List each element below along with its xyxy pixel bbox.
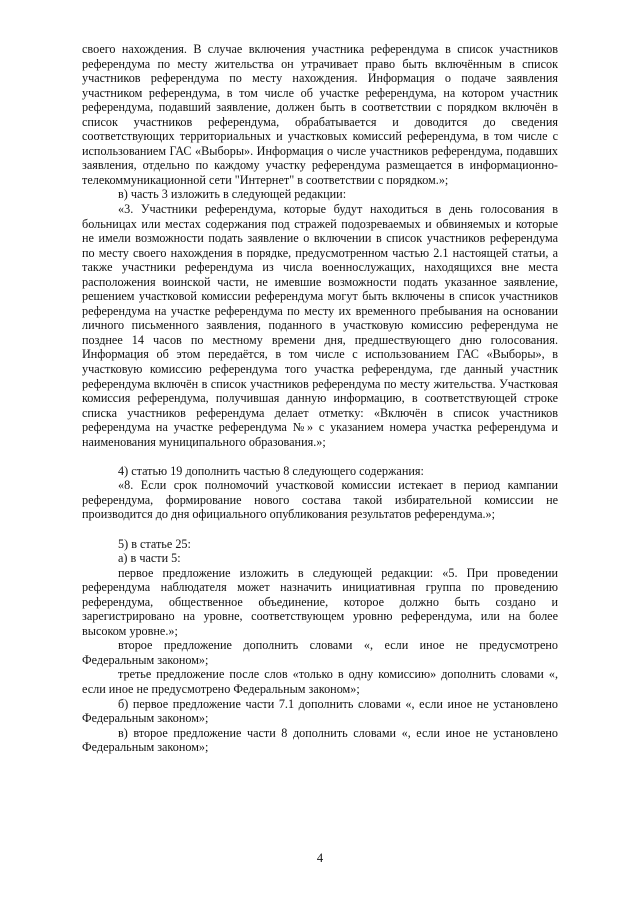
paragraph-item-5v: в) второе предложение части 8 дополнить словами «, если иное не установлено Федеральным законом»;	[82, 725, 558, 755]
paragraph-item-4: 4) статью 19 дополнить частью 8 следующего содержания:	[118, 463, 424, 478]
paragraph-item-5b: б) первое предложение части 7.1 дополнить словами «, если иное не установлено Федеральным законом»;	[82, 696, 558, 726]
paragraph-second-sentence: второе предложение дополнить словами «, если иное не предусмотрено Федеральным законом»;	[82, 638, 558, 667]
paragraph-part-3-text: «3. Участники референдума, которые будут находиться в день голосования в больницах или местах содержания под стражей подозреваемых и обвиняемых и которые не имели возможности подать заявление о включении в список участников референдума по месту своего нахождения в порядке, предусмотренном частью 2.1 настоящей статьи, а также участники референдума из числа военнослужащих, находящихся вне места расположения воинской части, не имевшие возможности подать указанное заявление, решением участковой комиссии референдума могут быть включены в список участников референдума на участке референдума по месту их временного пребывания на основании личного письменного заявления, поданного в участковую комиссию референдума не позднее 14 часов по местному времени дня, предшествующего дню голосования. Информация об этом передаётся, в том числе с использованием ГАС «Выборы», в участковую комиссию референдума того участка референдума, где данный участник референдума включён в список участников референдума по месту жительства. Участковая комиссия референдума, получившая данную информацию, в соответствующей строке списка участников референдума делает отметку: «Включён в список участников референдума на участке референдума №» с указанием номера участка референдума и наименования муниципального образования.»;	[82, 202, 558, 449]
paragraph-first-sentence: первое предложение изложить в следующей редакции: «5. При проведении референдума наблюдателя может назначить инициативная группа по проведению референдума, общественное объединение, которое должно быть создано и зарегистрировано на уровне, соответствующем уровню референдума, или на более высоком уровне.»;	[82, 565, 558, 638]
paragraph-third-sentence: третье предложение после слов «только в одну комиссию» дополнить словами «, если иное не предусмотрено Федеральным законом»;	[82, 667, 558, 696]
paragraph-part-3-intro: в) часть 3 изложить в следующей редакции:	[118, 187, 347, 202]
paragraph-item-5a: а) в части 5:	[118, 551, 181, 566]
paragraph-part-8-text: «8. Если срок полномочий участковой комиссии истекает в период кампании референдума, формирование нового состава такой избирательной комиссии не производится до дня официального опубликования результатов референдума.»;	[82, 478, 558, 522]
paragraph-continuation: своего нахождения. В случае включения участника референдума в список участников референдума по месту жительства он утрачивает право быть включённым в список участников референдума по месту нахождения. Информация о подаче заявления участником референдума, в том числе об участке референдума, на котором участник референдума, подавший заявление, должен быть в соответствии с порядком включён в список участников референдума, обрабатывается и доводится до сведения соответствующих территориальных и участковых комиссий референдума, в том числе с использованием ГАС «Выборы». Информация о числе участников референдума, подавших заявления, отдельно по каждому участку референдума размещается в информационно-телекоммуникационной сети "Интернет" в соответствии с порядком.»;	[82, 42, 558, 187]
document-body	[82, 42, 558, 755]
paragraph-gap	[82, 449, 558, 464]
paragraph-gap	[82, 522, 558, 537]
page-number: 4	[316, 851, 324, 865]
paragraph-item-5: 5) в статье 25:	[118, 536, 191, 551]
